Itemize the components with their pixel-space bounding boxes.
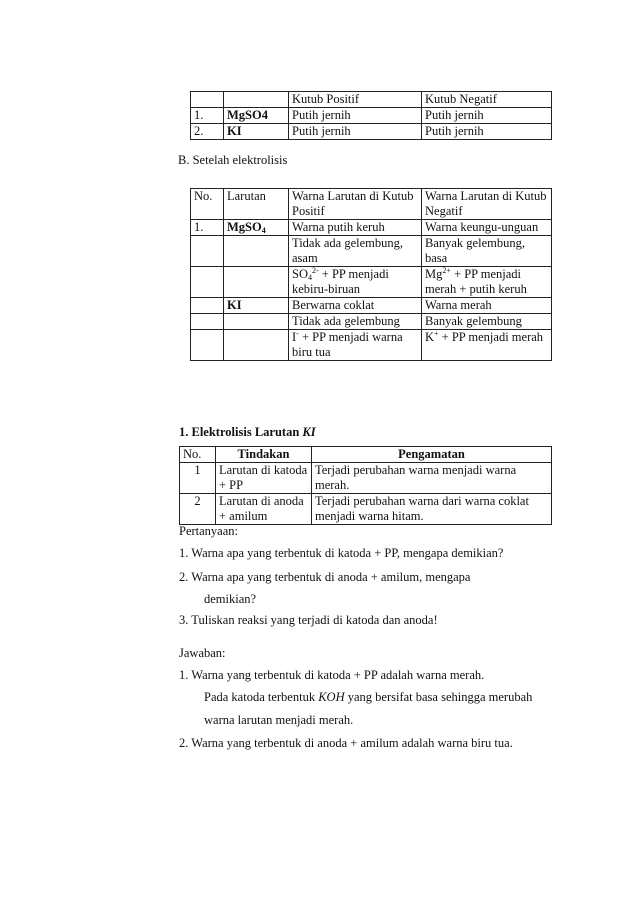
table-cell — [422, 267, 552, 298]
table-cell: KI — [224, 298, 289, 314]
table-cell: 1 — [180, 463, 216, 494]
ion-text: K — [425, 330, 435, 344]
table-cell: Putih jernih — [422, 108, 552, 124]
table-row — [191, 108, 552, 124]
table-cell: Warna Larutan di Kutub Positif — [289, 189, 422, 220]
table-cell: Tidak ada gelembung — [289, 314, 422, 330]
table-cell: Putih jernih — [422, 124, 552, 140]
table-row — [180, 494, 552, 525]
table-cell — [224, 330, 289, 361]
table-cell: Warna merah — [422, 298, 552, 314]
table-cell: No. — [191, 189, 224, 220]
table-row — [191, 330, 552, 361]
table-cell: KI — [224, 124, 289, 140]
table-cell: Tindakan — [216, 447, 312, 463]
table-cell — [422, 330, 552, 361]
table-cell: Warna putih keruh — [289, 220, 422, 236]
ion-charge: - — [296, 329, 299, 338]
table-row — [191, 124, 552, 140]
heading-elektrolisis-ki — [179, 425, 316, 440]
table-row — [191, 314, 552, 330]
table-cell: Kutub Positif — [289, 92, 422, 108]
table-cell: Warna Larutan di Kutub Negatif — [422, 189, 552, 220]
answer-1-line-2 — [204, 690, 532, 705]
table-cell — [191, 92, 224, 108]
jawaban-label: Jawaban: — [179, 646, 226, 660]
table-cell — [191, 314, 224, 330]
table-cell: 2 — [180, 494, 216, 525]
table-cell: Banyak gelembung — [422, 314, 552, 330]
table-cell: 1. — [191, 220, 224, 236]
answer-formula: KOH — [318, 690, 345, 704]
table-row — [191, 298, 552, 314]
pertanyaan-label: Pertanyaan: — [179, 524, 239, 538]
table-row — [191, 267, 552, 298]
table-cell: Putih jernih — [289, 108, 422, 124]
table-cell — [224, 314, 289, 330]
table-row — [191, 189, 552, 220]
table-cell — [191, 236, 224, 267]
formula-subscript: 4 — [261, 226, 266, 235]
question-3: 3. Tuliskan reaksi yang terjadi di katoda dan anoda! — [179, 613, 438, 627]
cell-text: + PP menjadi warna biru tua — [292, 330, 403, 359]
ion-charge: 2- — [311, 266, 319, 275]
heading-formula: KI — [302, 425, 316, 439]
table-cell: Terjadi perubahan warna dari warna coklat menjadi warna hitam. — [312, 494, 552, 525]
ion-text: SO — [292, 267, 308, 281]
question-2-cont: demikian? — [204, 592, 257, 606]
table-row — [191, 236, 552, 267]
table-cell — [289, 330, 422, 361]
table-row — [191, 220, 552, 236]
table-cell — [191, 330, 224, 361]
table-cell: Larutan — [224, 189, 289, 220]
table-cell: Putih jernih — [289, 124, 422, 140]
ion-charge: 2+ — [442, 266, 451, 275]
cell-text: + PP menjadi kebiru-biruan — [292, 267, 389, 296]
answer-1-line-3: warna larutan menjadi merah. — [204, 713, 354, 727]
table-cell: 2. — [191, 124, 224, 140]
table-cell — [289, 267, 422, 298]
ion-subscript: 4 — [307, 273, 312, 282]
answer-text: yang bersifat basa sehingga merubah — [344, 690, 533, 704]
table-after-electrolysis — [190, 188, 552, 361]
table-cell — [224, 236, 289, 267]
heading-text: 1. Elektrolisis Larutan — [179, 425, 303, 439]
table-cell: MgSO4 — [224, 108, 289, 124]
table-before-electrolysis — [190, 91, 552, 140]
cell-text: + PP menjadi merah + putih keruh — [425, 267, 527, 296]
formula-text: MgSO — [227, 220, 262, 234]
table-cell — [224, 267, 289, 298]
table-cell: Larutan di anoda + amilum — [216, 494, 312, 525]
table-row — [180, 447, 552, 463]
answer-1: 1. Warna yang terbentuk di katoda + PP adalah warna merah. — [179, 668, 485, 682]
table-cell: Banyak gelembung, basa — [422, 236, 552, 267]
answer-2: 2. Warna yang terbentuk di anoda + amilum adalah warna biru tua. — [179, 736, 513, 750]
table-cell — [224, 220, 289, 236]
table-cell: Kutub Negatif — [422, 92, 552, 108]
table-observations — [179, 446, 552, 525]
table-cell: Tidak ada gelembung, asam — [289, 236, 422, 267]
question-2: 2. Warna apa yang terbentuk di anoda + amilum, mengapa — [179, 570, 471, 584]
table-cell — [191, 267, 224, 298]
table-cell: Berwarna coklat — [289, 298, 422, 314]
table-cell: Pengamatan — [312, 447, 552, 463]
table-cell: Terjadi perubahan warna menjadi warna merah. — [312, 463, 552, 494]
answer-text: Pada katoda terbentuk — [204, 690, 319, 704]
table-row — [191, 92, 552, 108]
table-cell: 1. — [191, 108, 224, 124]
table-cell — [224, 92, 289, 108]
table-row — [180, 463, 552, 494]
section-b-heading: B. Setelah elektrolisis — [178, 153, 288, 167]
ion-text: Mg — [425, 267, 443, 281]
ion-text: I — [292, 330, 297, 344]
cell-text: + PP menjadi merah — [438, 330, 544, 344]
question-1: 1. Warna apa yang terbentuk di katoda + PP, mengapa demikian? — [179, 546, 504, 560]
table-cell — [191, 298, 224, 314]
ion-charge: + — [434, 329, 439, 338]
table-cell: Warna keungu-unguan — [422, 220, 552, 236]
table-cell: Larutan di katoda + PP — [216, 463, 312, 494]
table-cell: No. — [180, 447, 216, 463]
